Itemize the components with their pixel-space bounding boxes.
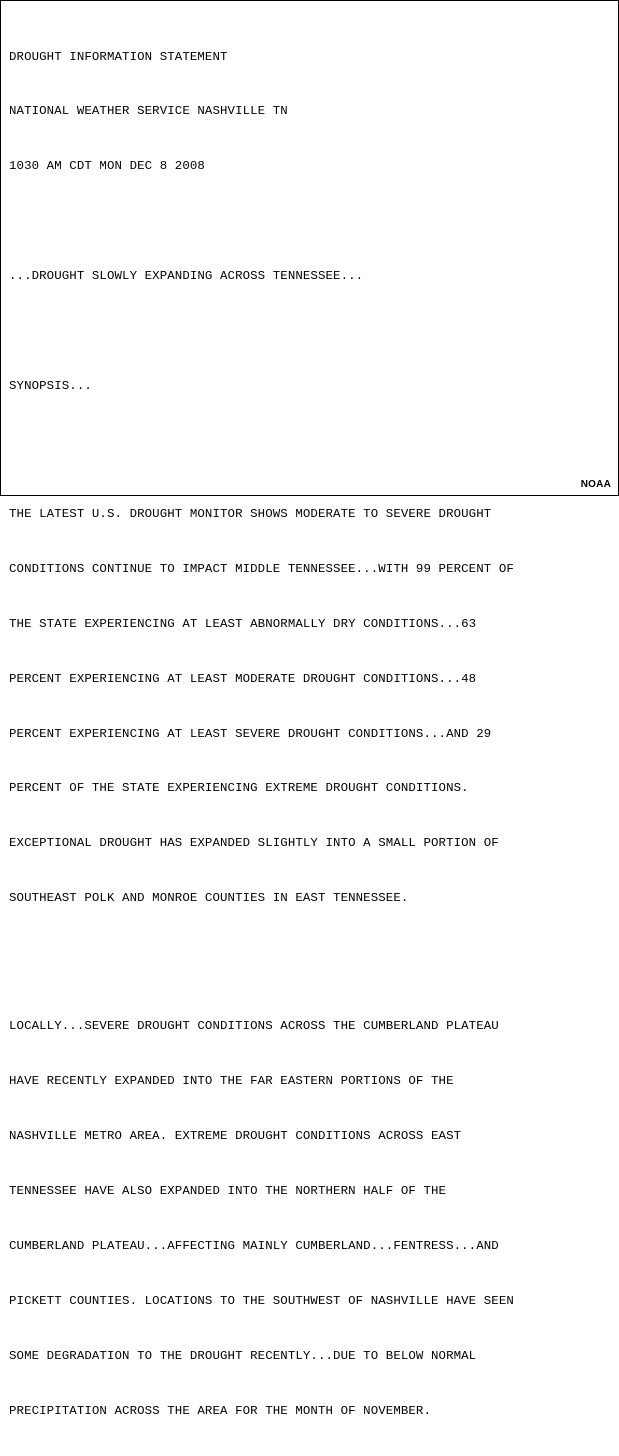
paragraph1-line: PERCENT EXPERIENCING AT LEAST MODERATE DROUGHT CONDITIONS...48 <box>9 671 477 686</box>
paragraph1-line: THE LATEST U.S. DROUGHT MONITOR SHOWS MODERATE TO SEVERE DROUGHT <box>9 507 492 522</box>
blank-line <box>9 212 609 230</box>
header-line-2: NATIONAL WEATHER SERVICE NASHVILLE TN <box>9 104 288 119</box>
header-line-1: DROUGHT INFORMATION STATEMENT <box>9 49 228 64</box>
statement-text <box>9 11 609 1456</box>
blank-line <box>9 432 609 450</box>
paragraph1-line: THE STATE EXPERIENCING AT LEAST ABNORMALLY DRY CONDITIONS...63 <box>9 616 477 631</box>
paragraph2-line: NASHVILLE METRO AREA. EXTREME DROUGHT CONDITIONS ACROSS EAST <box>9 1129 462 1144</box>
paragraph2-line: PICKETT COUNTIES. LOCATIONS TO THE SOUTHWEST OF NASHVILLE HAVE SEEN <box>9 1293 514 1308</box>
blank-line <box>9 322 609 340</box>
paragraph2-line: TENNESSEE HAVE ALSO EXPANDED INTO THE NORTHERN HALF OF THE <box>9 1184 447 1198</box>
synopsis-heading: SYNOPSIS... <box>9 378 92 393</box>
paragraph1-line: EXCEPTIONAL DROUGHT HAS EXPANDED SLIGHTLY INTO A SMALL PORTION OF <box>9 836 499 851</box>
paragraph2-line: HAVE RECENTLY EXPANDED INTO THE FAR EASTERN PORTIONS OF THE <box>9 1074 454 1089</box>
paragraph1-line: SOUTHEAST POLK AND MONROE COUNTIES IN EAST TENNESSEE. <box>9 891 409 906</box>
header-line-3: 1030 AM CDT MON DEC 8 2008 <box>9 159 205 174</box>
paragraph1-line: PERCENT EXPERIENCING AT LEAST SEVERE DROUGHT CONDITIONS...AND 29 <box>9 726 492 741</box>
paragraph2-line: PRECIPITATION ACROSS THE AREA FOR THE MONTH OF NOVEMBER. <box>9 1403 431 1418</box>
paragraph2-line: SOME DEGRADATION TO THE DROUGHT RECENTLY...DUE TO BELOW NORMAL <box>9 1348 477 1363</box>
headline: ...DROUGHT SLOWLY EXPANDING ACROSS TENNESSEE... <box>9 269 364 284</box>
paragraph1-line: PERCENT OF THE STATE EXPERIENCING EXTREME DROUGHT CONDITIONS. <box>9 781 469 796</box>
noaa-credit: NOAA <box>580 479 611 490</box>
blank-line <box>9 944 609 962</box>
paragraph2-line: LOCALLY...SEVERE DROUGHT CONDITIONS ACROSS THE CUMBERLAND PLATEAU <box>9 1019 499 1034</box>
paragraph1-line: CONDITIONS CONTINUE TO IMPACT MIDDLE TENNESSEE...WITH 99 PERCENT OF <box>9 561 514 576</box>
paragraph2-line: CUMBERLAND PLATEAU...AFFECTING MAINLY CUMBERLAND...FENTRESS...AND <box>9 1238 499 1253</box>
